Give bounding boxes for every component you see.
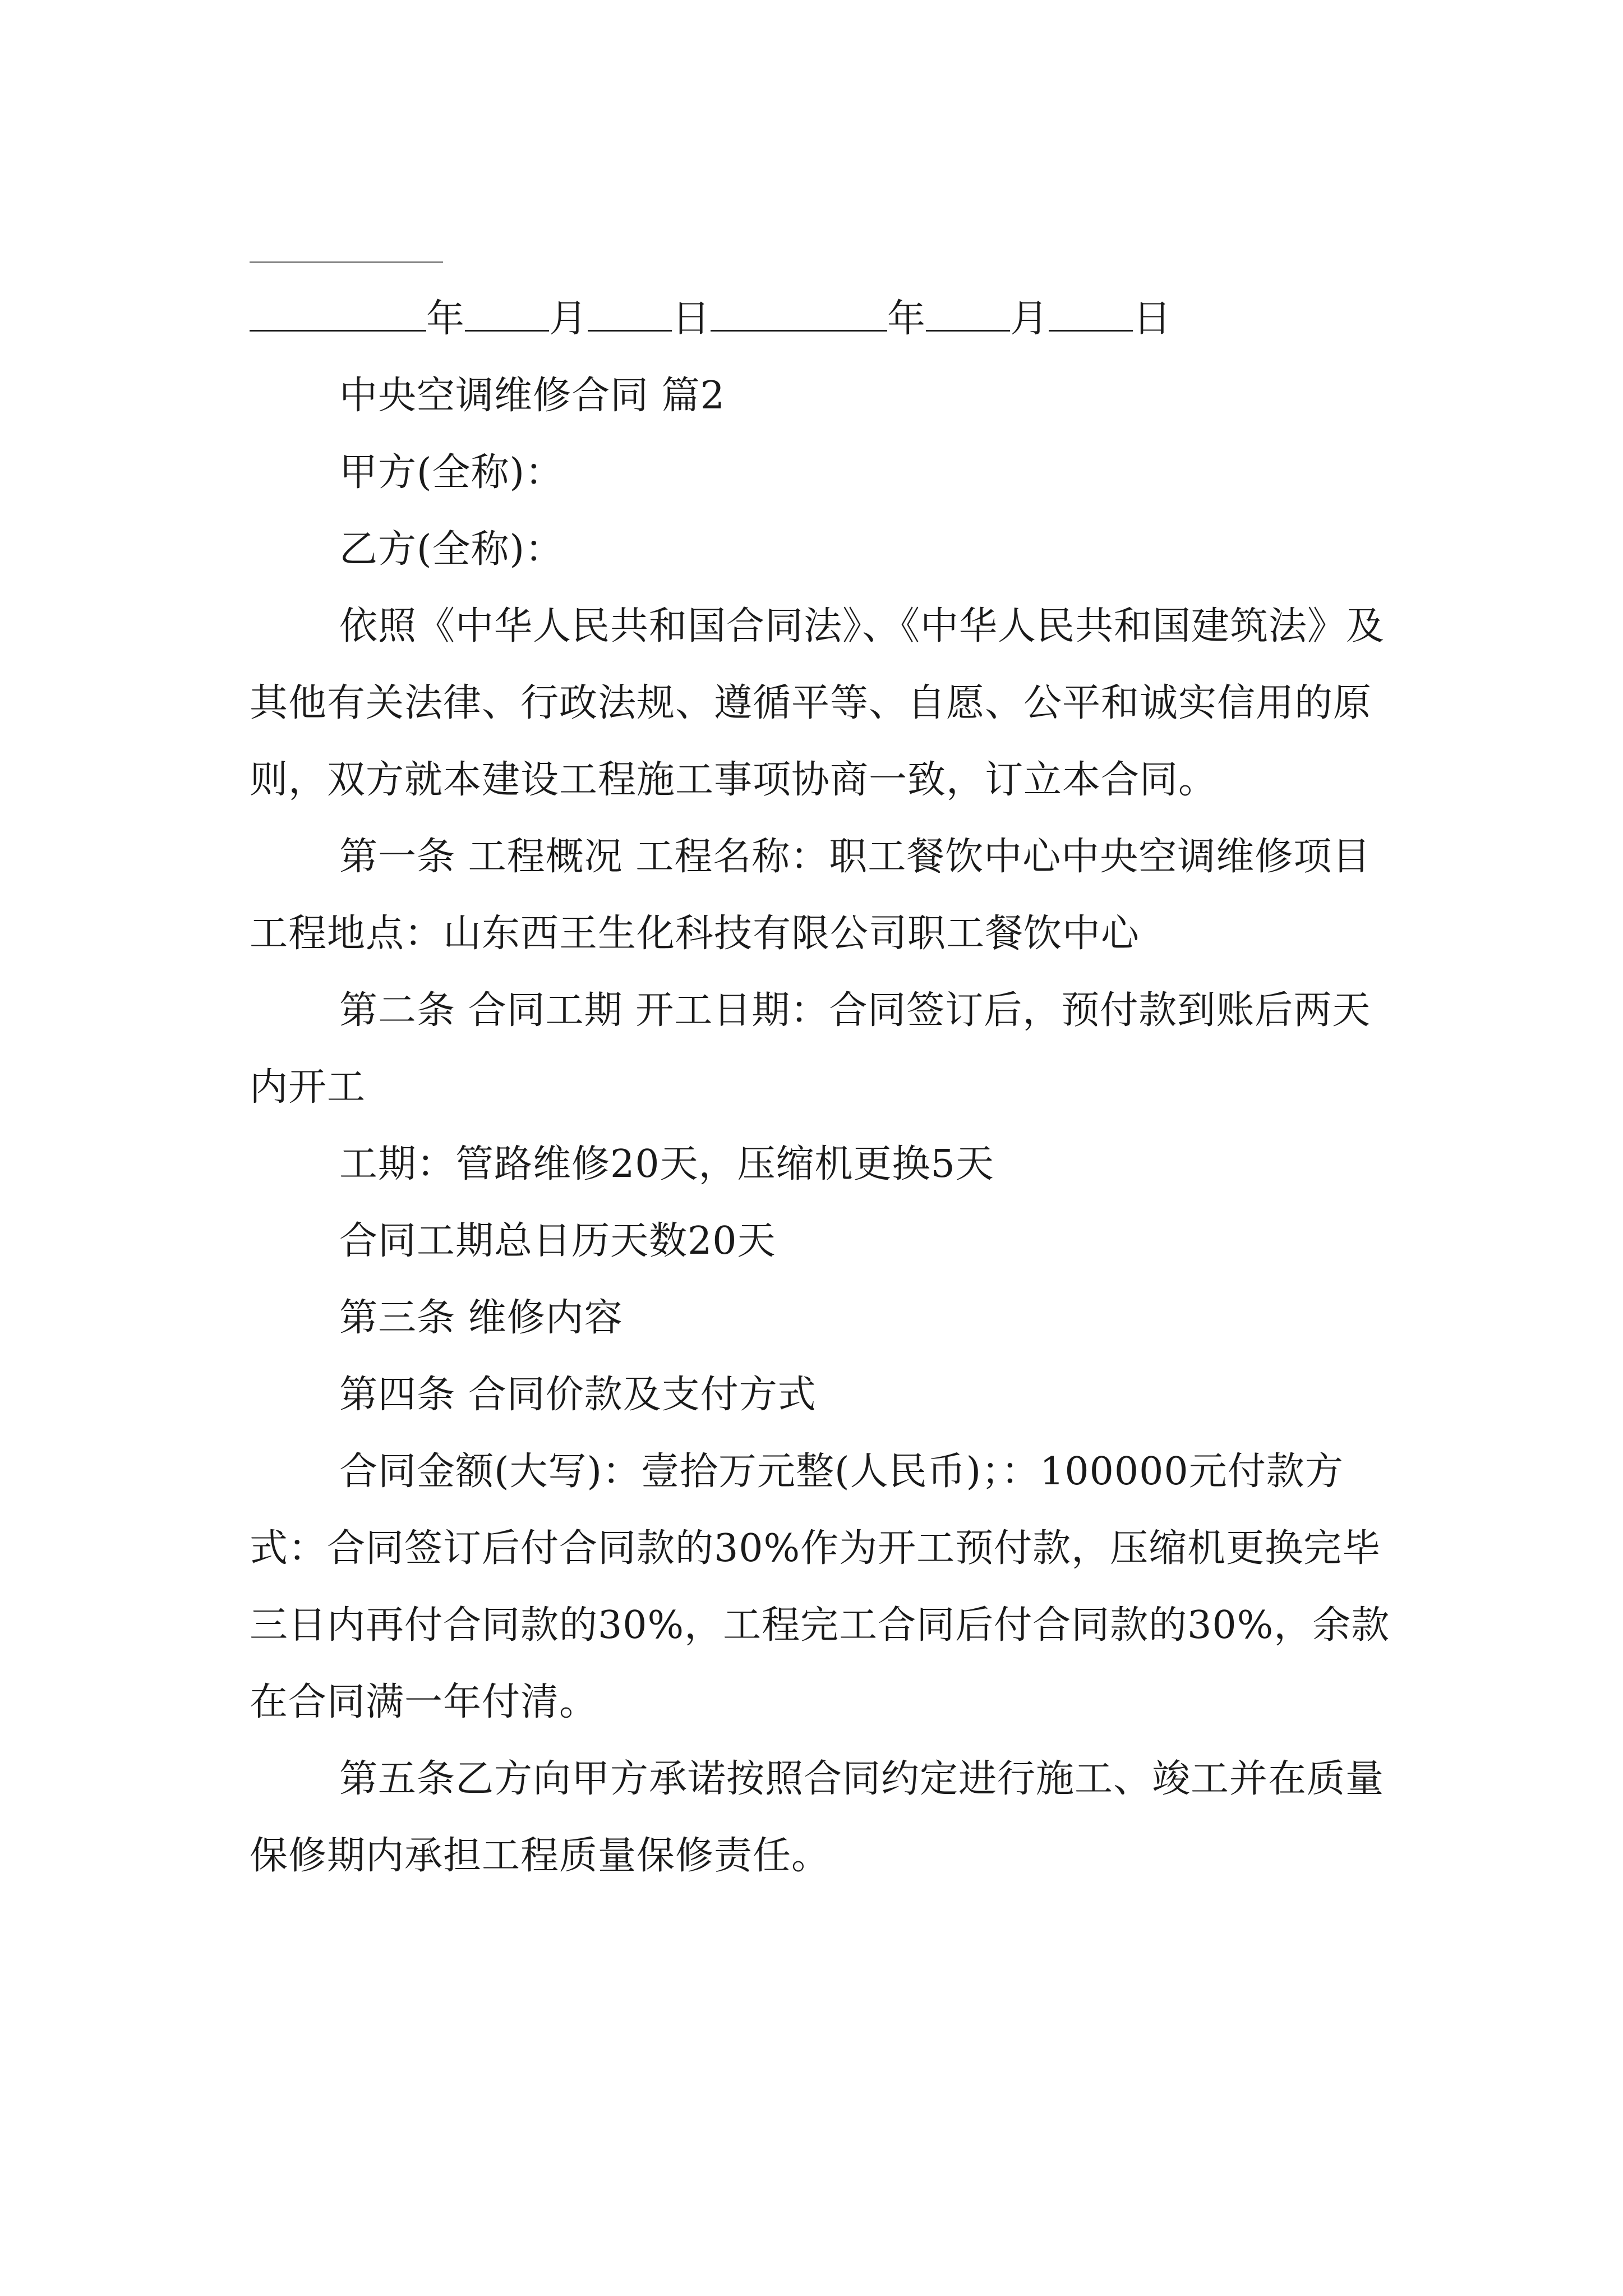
party-a: 甲方(全称)： [339, 450, 564, 495]
month-blank-2 [926, 282, 1010, 332]
year-label-2: 年 [887, 297, 926, 341]
month-blank [465, 282, 549, 332]
amount-and-payment: 合同金额(大写)：壹拾万元整(人民币)；：100000元付款方式：合同签订后付合同款的30%作为开工预付款，压缩机更换完毕三日内再付合同款的30%，工程完工合同后付合同款的30%，余款在合同满一年付清。 [250, 1450, 1390, 1724]
article-4: 第四条 合同价款及支付方式 [339, 1373, 817, 1417]
preamble-paragraph: 依照《中华人民共和国合同法》、《中华人民共和国建筑法》及其他有关法律、行政法规、遵循平等、自愿、公平和诚实信用的原则，双方就本建设工程施工事项协商一致，订立本合同。 [250, 604, 1385, 802]
document-body [250, 280, 1394, 1894]
header-rule [250, 261, 443, 263]
contract-title: 中央空调维修合同 篇2 [339, 374, 725, 418]
article-3: 第三条 维修内容 [339, 1296, 623, 1340]
month-label-2: 月 [1010, 297, 1049, 341]
year-label: 年 [426, 297, 465, 341]
article-5: 第五条乙方向甲方承诺按照合同约定进行施工、竣工并在质量保修期内承担工程质量保修责任。 [250, 1757, 1385, 1878]
article-2: 第二条 合同工期 开工日期：合同签订后，预付款到账后两天内开工 [250, 988, 1371, 1110]
article-1: 第一条 工程概况 工程名称：职工餐饮中心中央空调维修项目 工程地点：山东西王生化科技有限公司职工餐饮中心 [250, 835, 1371, 956]
year-blank-2 [711, 282, 887, 332]
day-blank-2 [1049, 282, 1133, 332]
duration-line: 工期：管路维修20天，压缩机更换5天 [339, 1142, 994, 1186]
year-blank [250, 282, 426, 332]
day-blank [588, 282, 672, 332]
party-b: 乙方(全称)： [339, 527, 564, 572]
signature-date-line [250, 280, 1394, 357]
day-label: 日 [672, 297, 711, 341]
total-days-line: 合同工期总日历天数20天 [339, 1219, 776, 1263]
month-label: 月 [549, 297, 588, 341]
day-label-2: 日 [1133, 297, 1172, 341]
